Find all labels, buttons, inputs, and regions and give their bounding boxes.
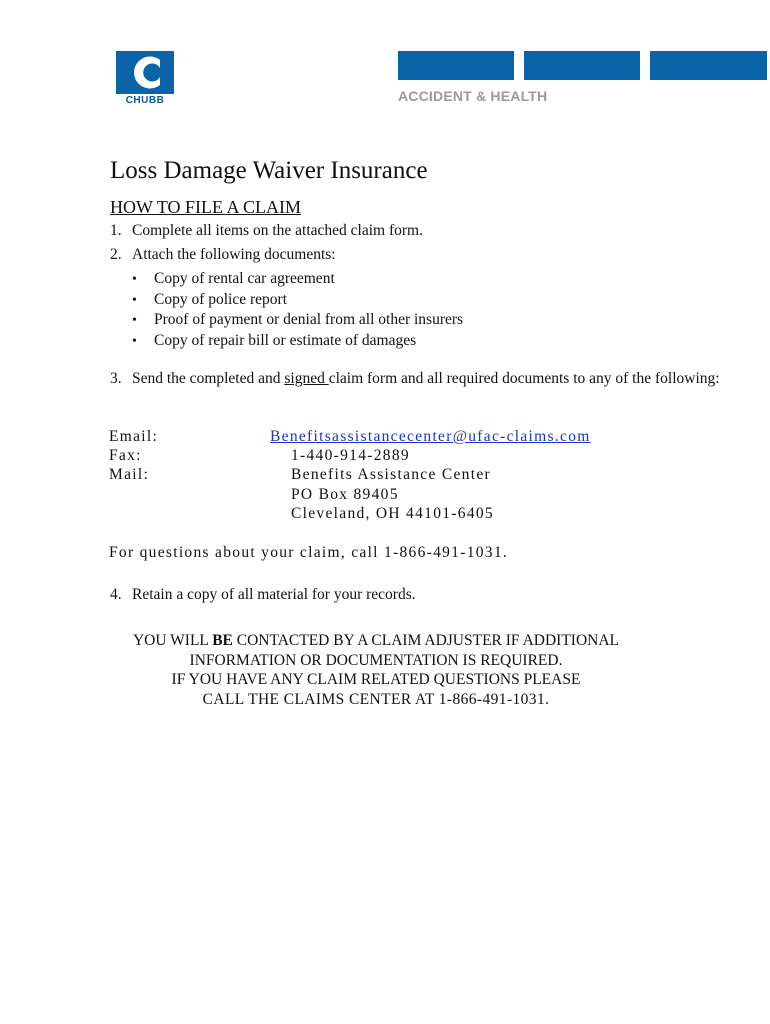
questions-text: For questions about your claim, call 1-866-491-1031. <box>109 544 509 561</box>
mail-address-line: Benefits Assistance Center <box>291 466 491 483</box>
list-item-text: Copy of rental car agreement <box>154 270 335 287</box>
step-number: 2. <box>110 246 122 263</box>
division-name: ACCIDENT & HEALTH <box>398 88 548 104</box>
header-bars <box>398 51 767 80</box>
header-bar <box>650 51 767 80</box>
adjuster-notice <box>0 631 752 709</box>
mail-address-line: PO Box 89405 <box>291 486 399 503</box>
list-item <box>132 311 463 329</box>
step-number: 3. <box>110 370 122 387</box>
brand-name: CHUBB <box>125 95 165 106</box>
notice-emphasis: BE <box>212 632 233 649</box>
email-label: Email: <box>109 428 159 445</box>
list-item-text: Proof of payment or denial from all other insurers <box>154 311 464 328</box>
chubb-logo-icon <box>116 51 174 94</box>
notice-line: CALL THE CLAIMS CENTER AT 1-866-491-1031. <box>202 690 550 708</box>
step-2 <box>110 246 336 264</box>
notice-line: INFORMATION OR DOCUMENTATION IS REQUIRED. <box>189 651 563 669</box>
list-item <box>132 270 335 288</box>
list-item-text: Copy of repair bill or estimate of damages <box>154 332 417 349</box>
section-heading: HOW TO FILE A CLAIM <box>110 197 302 217</box>
notice-line: IF YOU HAVE ANY CLAIM RELATED QUESTIONS PLEASE <box>171 671 581 688</box>
step-1 <box>110 222 423 240</box>
step-text: Retain a copy of all material for your records. <box>132 586 416 603</box>
step-4 <box>110 586 416 604</box>
fax-label: Fax: <box>109 447 142 464</box>
step-text-end: claim form and all required documents to any of the following: <box>328 370 720 387</box>
page-title: Loss Damage Waiver Insurance <box>110 157 428 184</box>
bullet-icon: • <box>132 313 137 328</box>
list-item-text: Copy of police report <box>154 291 288 308</box>
notice-text: YOU WILL <box>132 632 213 649</box>
email-link[interactable]: Benefitsassistancecenter@ufac-claims.com <box>270 428 591 445</box>
header-bar <box>524 51 640 80</box>
step-text: Complete all items on the attached claim form. <box>132 222 423 239</box>
bullet-icon: • <box>132 334 137 349</box>
signed-emphasis: signed <box>284 370 329 387</box>
notice-text: CONTACTED BY A CLAIM ADJUSTER IF ADDITIONAL <box>232 632 619 649</box>
mail-address-line: Cleveland, OH 44101-6405 <box>291 505 494 522</box>
list-item <box>132 332 416 350</box>
step-number: 1. <box>110 222 122 239</box>
header-bar <box>398 51 514 80</box>
step-text: Send the completed and <box>132 370 285 387</box>
step-number: 4. <box>110 586 122 603</box>
mail-label: Mail: <box>109 466 150 483</box>
notice-line <box>0 631 752 651</box>
list-item <box>132 291 287 309</box>
step-3 <box>110 370 720 388</box>
bullet-icon: • <box>132 272 137 287</box>
bullet-icon: • <box>132 293 137 308</box>
fax-number: 1-440-914-2889 <box>291 447 410 464</box>
step-text: Attach the following documents: <box>132 246 336 263</box>
